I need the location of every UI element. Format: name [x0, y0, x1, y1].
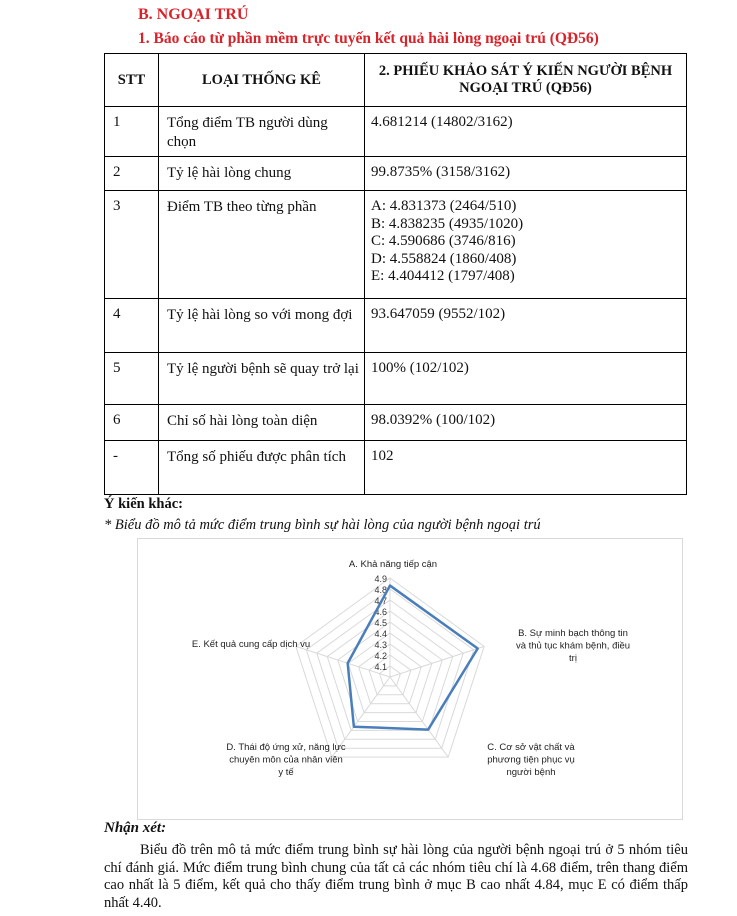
row-stt: 1	[105, 107, 159, 157]
part-score-e: E: 4.404412 (1797/408)	[371, 268, 515, 284]
radar-chart	[138, 539, 682, 819]
row-label: Tỷ lệ người bệnh sẽ quay trở lại	[159, 353, 365, 405]
table-row	[105, 405, 687, 441]
row-label: Chỉ số hài lòng toàn diện	[159, 405, 365, 441]
header-stt: STT	[105, 54, 159, 107]
tick-label: 4.6	[374, 607, 387, 617]
row-label: Tổng điểm TB người dùng chọn	[159, 107, 365, 157]
row-value: 4.681214 (14802/3162)	[365, 107, 687, 157]
tick-label: 4.1	[374, 662, 387, 672]
category-label: D. Thái độ ứng xử, năng lực chuyên môn của nhân viên y tế	[226, 742, 346, 778]
row-value: 93.647059 (9552/102)	[365, 299, 687, 353]
part-score-c: C: 4.590686 (3746/816)	[371, 233, 516, 249]
category-label: E. Kết quả cung cấp dịch vụ	[191, 639, 311, 650]
row-stt: 3	[105, 191, 159, 299]
category-label: B. Sự minh bạch thông tin và thủ tục khám bệnh, điều trị	[515, 628, 631, 664]
part-score-a: A: 4.831373 (2464/510)	[371, 198, 517, 214]
row-value-list	[365, 191, 687, 299]
row-value: 102	[365, 441, 687, 495]
row-value: 98.0392% (100/102)	[365, 405, 687, 441]
tick-label: 4.7	[374, 596, 387, 606]
tick-label: 4.2	[374, 651, 387, 661]
table-row	[105, 191, 687, 299]
part-score-d: D: 4.558824 (1860/408)	[371, 250, 517, 267]
row-stt: 2	[105, 157, 159, 191]
tick-label: 4.3	[374, 640, 387, 650]
radar-chart-frame	[137, 538, 683, 820]
tick-label: 4.9	[374, 574, 387, 584]
axis-spoke	[390, 677, 448, 757]
row-stt: -	[105, 441, 159, 495]
statistics-table	[104, 53, 687, 495]
category-label: C. Cơ sở vật chất và phương tiện phục vụ người bệnh	[487, 742, 575, 778]
tick-label: 4.4	[374, 629, 387, 639]
remark-title: Nhận xét:	[104, 820, 167, 836]
table-row	[105, 299, 687, 353]
remark-paragraph: Biểu đồ trên mô tả mức điểm trung bình sự hài lòng của người bệnh ngoại trú ở 5 nhóm tiêu chí đánh giá. Mức điểm trung bình chung của tất cả các nhóm tiêu chí là 4.68 điểm, trên thang điểm cao nhất là 5 điểm, kết quả cho thấy điểm trung bình ở mục B cao nhất 4.84, mục E có điểm thấp nhất 4.40.	[104, 842, 688, 911]
tick-label: 4.8	[374, 585, 387, 595]
row-value: 100% (102/102)	[365, 353, 687, 405]
row-label: Tỷ lệ hài lòng chung	[159, 157, 365, 191]
row-stt: 6	[105, 405, 159, 441]
table-row	[105, 157, 687, 191]
row-label: Tổng số phiếu được phân tích	[159, 441, 365, 495]
row-label: Tỷ lệ hài lòng so với mong đợi	[159, 299, 365, 353]
table-row	[105, 353, 687, 405]
table-row	[105, 107, 687, 157]
row-stt: 4	[105, 299, 159, 353]
other-opinions-label: Ý kiến khác:	[104, 496, 183, 512]
part-score-b: B: 4.838235 (4935/1020)	[371, 215, 524, 232]
category-label: A. Khả năng tiếp cận	[348, 559, 438, 570]
header-survey: 2. PHIẾU KHẢO SÁT Ý KIẾN NGƯỜI BỆNH NGOẠI TRÚ (QĐ56)	[365, 54, 687, 107]
row-label: Điểm TB theo từng phần	[159, 191, 365, 299]
section-title: B. NGOẠI TRÚ	[138, 6, 249, 23]
tick-label: 4.5	[374, 618, 387, 628]
table-row	[105, 441, 687, 495]
table-header-row	[105, 54, 687, 107]
row-value: 99.8735% (3158/3162)	[365, 157, 687, 191]
subsection-title: 1. Báo cáo từ phần mềm trực tuyến kết quả hài lòng ngoại trú (QĐ56)	[138, 30, 599, 47]
chart-caption: * Biểu đồ mô tả mức điểm trung bình sự hài lòng của người bệnh ngoại trú	[104, 517, 541, 533]
header-stat-type: LOẠI THỐNG KÊ	[159, 54, 365, 107]
row-stt: 5	[105, 353, 159, 405]
